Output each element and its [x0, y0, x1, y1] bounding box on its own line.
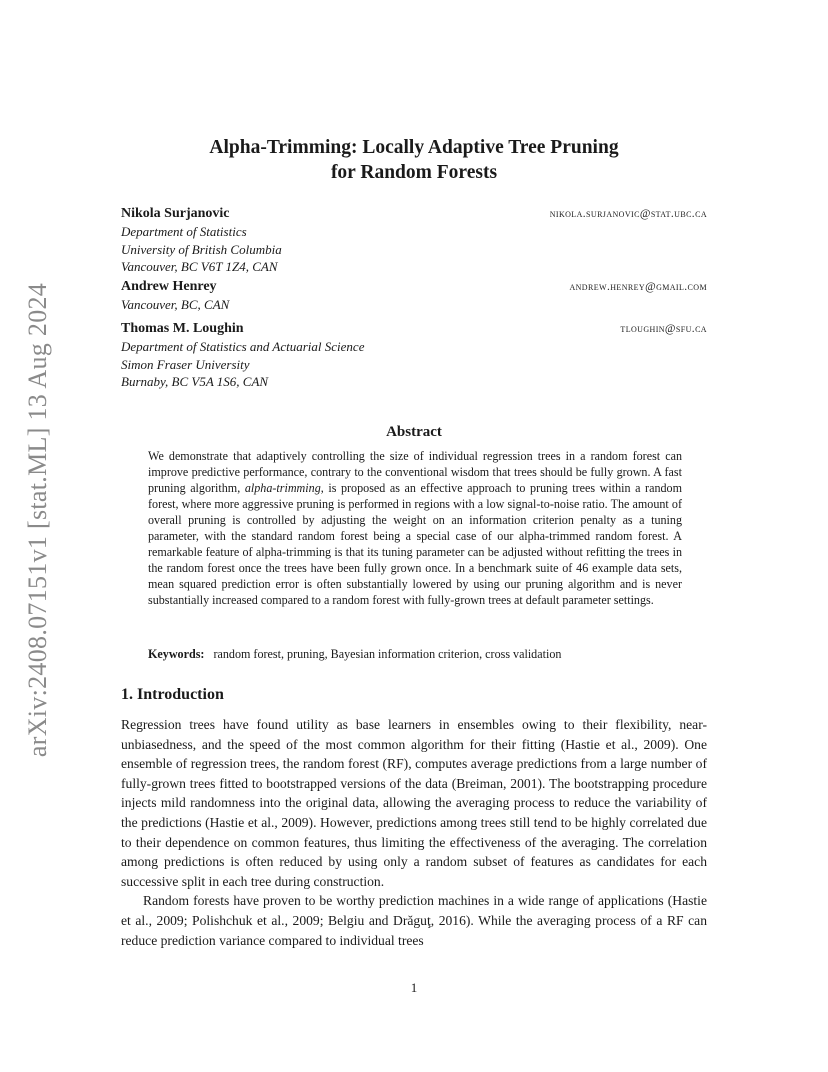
- keywords-text: random forest, pruning, Bayesian information criterion, cross validation: [213, 647, 562, 661]
- body-paragraph: Random forests have proven to be worthy prediction machines in a wide range of applications (Hastie et al., 2009; Polishchuk et al., 2009; Belgiu and Drăguţ, 2016). While the averaging process of a RF can reduce prediction variance compared to individual trees: [121, 893, 707, 948]
- paper-title-line-2: for Random Forests: [330, 162, 498, 183]
- page-number: 1: [410, 980, 418, 995]
- author-name: Andrew Henrey: [121, 279, 217, 294]
- author-affiliation-line: Vancouver, BC, CAN: [121, 297, 230, 312]
- abstract-text-part: , is proposed as an effective approach to pruning trees within a random forest, where more aggressive pruning is performed in regions with a low signal-to-noise ratio. The amount of overall pruning is controlled by adjusting the weight on an information criterion penalty as a tuning parameter, with the standard random forest being a special case of our alpha-trimmed random forest. A remarkable feature of alpha-trimming is that its tuning parameter can be adjusted without refitting the trees in the random forest once the trees have been fully grown once. In a benchmark suite of 46 example data sets, mean squared prediction error is often substantially lowered by using our pruning algorithm and is never substantially increased compared to a random forest with fully-grown trees at default parameter settings.: [148, 481, 682, 607]
- introduction-body: [121, 715, 707, 950]
- author-name: Thomas M. Loughin: [121, 321, 244, 336]
- paper-title: [0, 135, 828, 185]
- abstract-heading: Abstract: [386, 424, 442, 440]
- abstract-text-part: We demonstrate that adaptively controlling the size of individual regression trees in a random forest can improve predictive performance, contrary to the conventional wisdom that trees should be fully grown. A fast pruning algorithm,: [148, 449, 682, 495]
- author-affiliation-line: Department of Statistics: [121, 224, 247, 239]
- author-block-2: [121, 279, 707, 314]
- keywords: [148, 646, 682, 662]
- author-email[interactable]: andrew.henrey@gmail.com: [569, 281, 707, 293]
- author-affiliation-line: Simon Fraser University: [121, 356, 250, 372]
- author-name: Nikola Surjanovic: [121, 206, 230, 221]
- author-block-3: [121, 321, 707, 391]
- author-block-1: [121, 206, 707, 276]
- keywords-label: Keywords:: [148, 647, 205, 661]
- author-email[interactable]: tloughin@sfu.ca: [620, 323, 707, 335]
- abstract-text: [148, 448, 682, 608]
- author-email[interactable]: nikola.surjanovic@stat.ubc.ca: [549, 208, 707, 220]
- section-heading-introduction: 1. Introduction: [121, 686, 224, 703]
- author-affiliation-line: Burnaby, BC V5A 1S6, CAN: [121, 374, 269, 389]
- abstract-emphasis: alpha-trimming: [244, 481, 321, 495]
- author-affiliation-line: University of British Columbia: [121, 241, 282, 257]
- author-affiliation-line: Vancouver, BC V6T 1Z4, CAN: [121, 259, 278, 274]
- arxiv-identifier: arXiv:2408.07151v1 [stat.ML] 13 Aug 2024: [23, 282, 52, 758]
- author-affiliation-line: Department of Statistics and Actuarial Science: [121, 339, 365, 354]
- paper-title-line-1: Alpha-Trimming: Locally Adaptive Tree Pruning: [209, 137, 619, 158]
- body-paragraph: Regression trees have found utility as base learners in ensembles owing to their flexibility, near-unbiasedness, and the speed of the most common algorithm for their fitting (Hastie et al., 2009). One ensemble of regression trees, the random forest (RF), computes average predictions from a large number of fully-grown trees fitted to bootstrapped versions of the data (Breiman, 2001). The bootstrapping procedure injects mild randomness into the original data, allowing the averaging process to reduce the variability of the predictions (Hastie et al., 2009). However, predictions among trees still tend to be highly correlated due to their dependence on common features, thus limiting the effectiveness of the averaging. The correlation among predictions is often reduced by using only a random subset of features as candidates for each successive split in each tree during construction.: [121, 717, 707, 889]
